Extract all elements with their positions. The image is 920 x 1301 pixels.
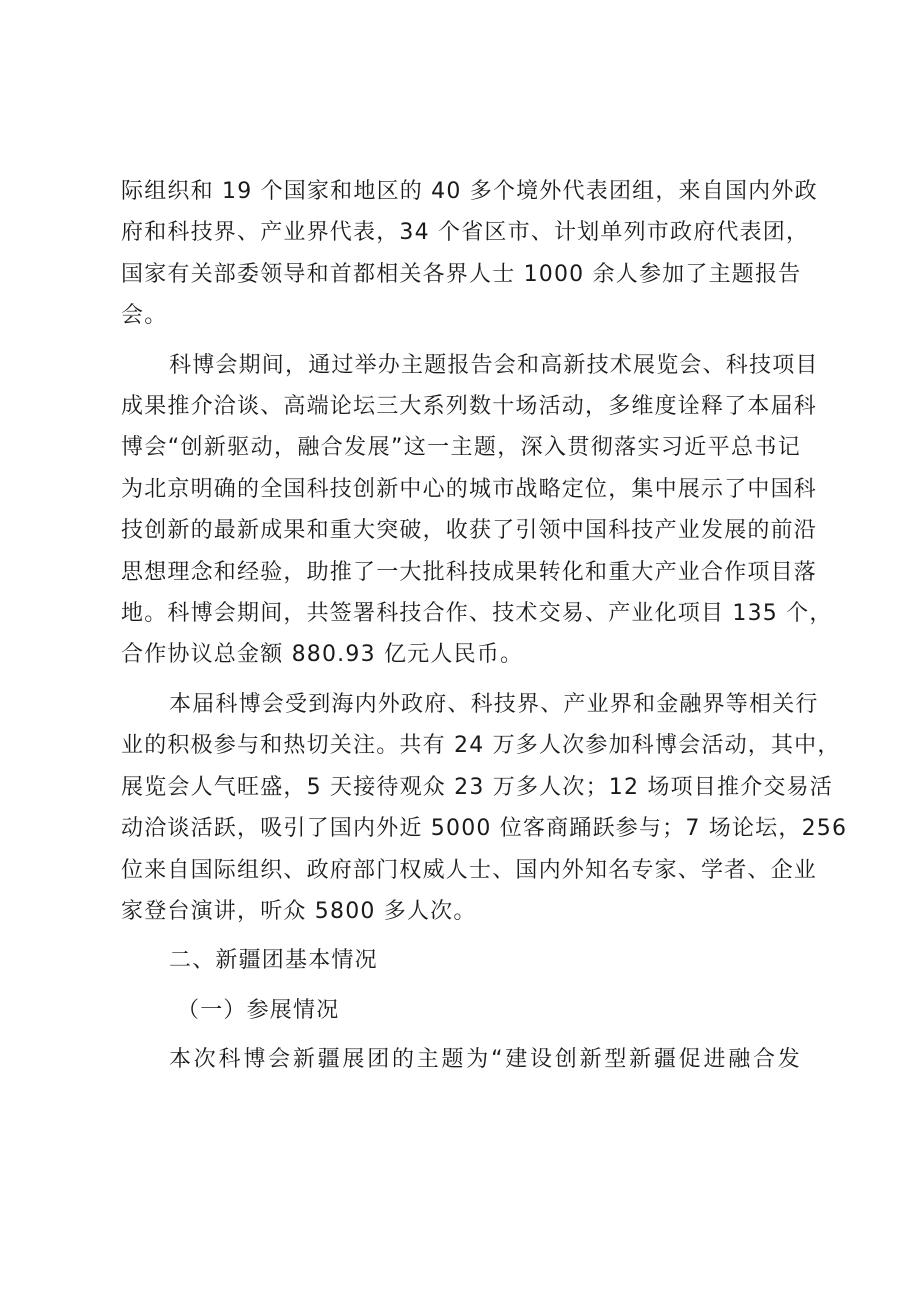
paragraph-delegations (121, 171, 818, 337)
paragraph-participation (121, 684, 848, 932)
text-line: 地。科博会期间，共签署科技合作、技术交易、产业化项目 135 个， (121, 601, 833, 627)
text-line: 为北京明确的全国科技创新中心的城市战略定位，集中展示了中国科 (121, 476, 818, 502)
subsection-heading: （一）参展情况 (177, 997, 340, 1023)
text-line: 国家有关部委领导和首都相关各界人士 1000 余人参加了主题报告 (121, 261, 802, 287)
paragraph-expo-activities (121, 345, 833, 676)
paragraph-xinjiang-theme (121, 1039, 801, 1080)
section-heading: 二、新疆团基本情况 (169, 948, 378, 974)
text-line: 技创新的最新成果和重大突破，收获了引领中国科技产业发展的前沿 (121, 518, 818, 544)
text-line: 业的积极参与和热切关注。共有 24 万多人次参加科博会活动，其中， (121, 733, 841, 759)
document-body (121, 171, 848, 1081)
text-line: 科博会期间，通过举办主题报告会和高新技术展览会、科技项目 (169, 352, 819, 378)
text-line: 府和科技界、产业界代表，34 个省区市、计划单列市政府代表团， (121, 220, 810, 246)
text-line: 合作协议总金额 880.93 亿元人民币。 (121, 642, 524, 668)
text-line: 位来自国际组织、政府部门权威人士、国内外知名专家、学者、企业 (121, 857, 818, 883)
text-line: 本次科博会新疆展团的主题为“建设创新型新疆促进融合发 (169, 1047, 801, 1073)
text-line: 本届科博会受到海内外政府、科技界、产业界和金融界等相关行 (169, 691, 819, 717)
text-line: 展览会人气旺盛，5 天接待观众 23 万多人次；12 场项目推介交易活 (121, 774, 833, 800)
text-line: 动洽谈活跃，吸引了国内外近 5000 位客商踊跃参与；7 场论坛，256 (121, 816, 848, 842)
text-line: 际组织和 19 个国家和地区的 40 多个境外代表团组，来自国内外政 (121, 179, 818, 204)
text-line: 家登台演讲，听众 5800 多人次。 (121, 898, 477, 924)
text-line: 思想理念和经验，助推了一大批科技成果转化和重大产业合作项目落 (121, 559, 818, 585)
text-line: 博会“创新驱动，融合发展”这一主题，深入贯彻落实习近平总书记 (121, 435, 801, 461)
text-line: 成果推介洽谈、高端论坛三大系列数十场活动，多维度诠释了本届科 (121, 394, 818, 420)
text-line: 会。 (121, 303, 168, 329)
